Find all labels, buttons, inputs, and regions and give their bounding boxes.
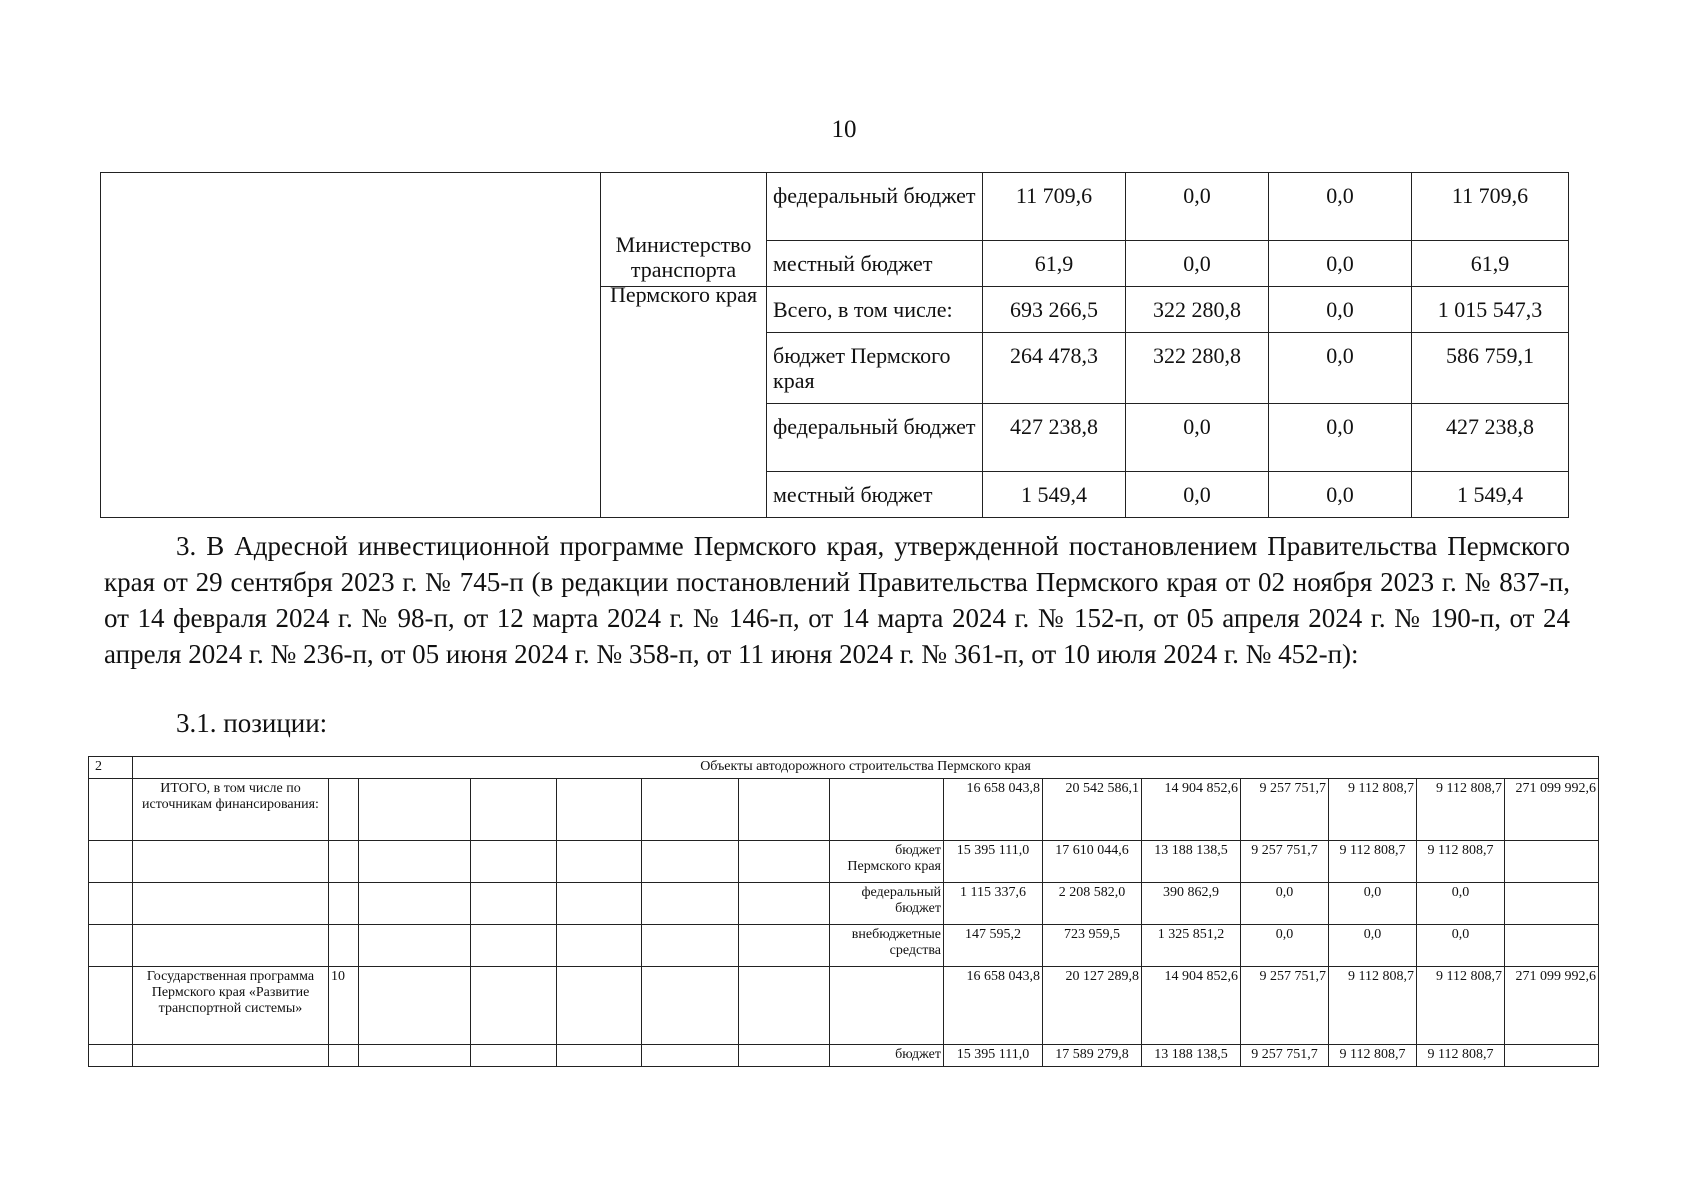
value-cell: 14 904 852,6 xyxy=(1142,967,1241,1045)
organization-name: Министерство транспорта Пермского края xyxy=(609,232,758,307)
amendment-paragraph: 3. В Адресной инвестиционной программе Пермского края, утвержденной постановлением Правительства Пермского края от 29 сентября 2023 г. № 745-п (в редакции постановлений Правительства Пермского края от 02 ноября 2023 г. № 837-п, от 14 февраля 2024 г. № 98-п, от 12 марта 2024 г. № 146-п, от 14 марта 2024 г. № 152-п, от 05 апреля 2024 г. № 190-п, от 24 апреля 2024 г. № 236-п, от 05 июня 2024 г. № 358-п, от 11 июня 2024 г. № 361-п, от 10 июля 2024 г. № 452-п): xyxy=(104,531,1570,669)
value-cell: 322 280,8 xyxy=(1126,333,1269,404)
source-cell: федеральный бюджет xyxy=(830,883,944,925)
value-cell: 14 904 852,6 xyxy=(1142,779,1241,841)
value-cell: 9 112 808,7 xyxy=(1329,779,1417,841)
value-cell: 0,0 xyxy=(1241,883,1329,925)
value-cell: 9 112 808,7 xyxy=(1329,841,1417,883)
name-cell xyxy=(133,925,329,967)
value-cell: 1 015 547,3 xyxy=(1412,287,1569,333)
value-cell: 0,0 xyxy=(1269,333,1412,404)
source-cell xyxy=(830,967,944,1045)
value-cell: 9 112 808,7 xyxy=(1417,779,1505,841)
value-cell: 16 658 043,8 xyxy=(944,967,1043,1045)
value-cell: 1 549,4 xyxy=(983,472,1126,518)
value-cell: 9 257 751,7 xyxy=(1241,841,1329,883)
value-cell: 0,0 xyxy=(1269,472,1412,518)
source-cell: местный бюджет xyxy=(767,472,983,518)
value-cell: 9 112 808,7 xyxy=(1329,1045,1417,1067)
value-cell: 9 112 808,7 xyxy=(1417,967,1505,1045)
code-cell xyxy=(329,1045,359,1067)
budget-table-continuation xyxy=(100,172,1569,518)
value-cell: 1 115 337,6 xyxy=(944,883,1043,925)
value-cell: 20 542 586,1 xyxy=(1043,779,1142,841)
value-cell: 427 238,8 xyxy=(983,404,1126,472)
value-cell: 9 257 751,7 xyxy=(1241,1045,1329,1067)
code-cell: 10 xyxy=(329,967,359,1045)
code-cell xyxy=(329,841,359,883)
source-cell: федеральный бюджет xyxy=(767,404,983,472)
value-cell: 390 862,9 xyxy=(1142,883,1241,925)
value-cell: 0,0 xyxy=(1329,883,1417,925)
value-cell: 0,0 xyxy=(1269,173,1412,241)
value-cell: 322 280,8 xyxy=(1126,287,1269,333)
value-cell: 17 589 279,8 xyxy=(1043,1045,1142,1067)
value-cell: 271 099 992,6 xyxy=(1505,967,1599,1045)
value-cell: 1 325 851,2 xyxy=(1142,925,1241,967)
source-cell: внебюджетные средства xyxy=(830,925,944,967)
value-cell: 0,0 xyxy=(1417,883,1505,925)
name-cell: ИТОГО, в том числе по источникам финансирования: xyxy=(133,779,329,841)
source-cell: местный бюджет xyxy=(767,241,983,287)
table-row xyxy=(89,967,1599,1045)
value-cell: 723 959,5 xyxy=(1043,925,1142,967)
value-cell xyxy=(1505,883,1599,925)
name-cell xyxy=(133,841,329,883)
source-cell: Всего, в том числе: xyxy=(767,287,983,333)
source-cell: федеральный бюджет xyxy=(767,173,983,241)
table-row xyxy=(89,779,1599,841)
value-cell: 586 759,1 xyxy=(1412,333,1569,404)
value-cell: 2 208 582,0 xyxy=(1043,883,1142,925)
name-cell: Государственная программа Пермского края «Развитие транспортной системы» xyxy=(133,967,329,1045)
value-cell: 427 238,8 xyxy=(1412,404,1569,472)
section-header-row xyxy=(89,757,1599,779)
value-cell: 0,0 xyxy=(1126,404,1269,472)
value-cell: 9 112 808,7 xyxy=(1417,1045,1505,1067)
value-cell: 61,9 xyxy=(983,241,1126,287)
value-cell: 0,0 xyxy=(1126,472,1269,518)
table-row xyxy=(89,925,1599,967)
value-cell: 0,0 xyxy=(1126,241,1269,287)
value-cell: 0,0 xyxy=(1269,404,1412,472)
source-cell: бюджет Пермского края xyxy=(767,333,983,404)
value-cell: 17 610 044,6 xyxy=(1043,841,1142,883)
value-cell: 693 266,5 xyxy=(983,287,1126,333)
table-row xyxy=(101,173,1569,241)
value-cell: 11 709,6 xyxy=(1412,173,1569,241)
organization-cell xyxy=(601,232,767,518)
table-row xyxy=(89,1045,1599,1067)
value-cell: 9 112 808,7 xyxy=(1329,967,1417,1045)
table-row xyxy=(89,883,1599,925)
code-cell xyxy=(329,779,359,841)
name-cell xyxy=(133,883,329,925)
value-cell: 15 395 111,0 xyxy=(944,1045,1043,1067)
value-cell: 11 709,6 xyxy=(983,173,1126,241)
value-cell: 9 257 751,7 xyxy=(1241,967,1329,1045)
value-cell: 61,9 xyxy=(1412,241,1569,287)
investment-program-table xyxy=(88,756,1599,1067)
value-cell: 13 188 138,5 xyxy=(1142,1045,1241,1067)
table-row xyxy=(89,841,1599,883)
section-number: 2 xyxy=(89,757,133,779)
section-title: Объекты автодорожного строительства Пермского края xyxy=(133,757,1599,779)
value-cell: 20 127 289,8 xyxy=(1043,967,1142,1045)
source-cell: бюджет Пермского края xyxy=(830,841,944,883)
page-number: 10 xyxy=(831,116,857,143)
value-cell: 0,0 xyxy=(1329,925,1417,967)
value-cell: 147 595,2 xyxy=(944,925,1043,967)
code-cell xyxy=(329,925,359,967)
empty-cell xyxy=(101,173,601,518)
value-cell: 0,0 xyxy=(1269,287,1412,333)
subheading: 3.1. позиции: xyxy=(176,708,328,738)
value-cell: 264 478,3 xyxy=(983,333,1126,404)
value-cell: 0,0 xyxy=(1126,173,1269,241)
code-cell xyxy=(329,883,359,925)
source-cell: бюджет xyxy=(830,1045,944,1067)
value-cell: 1 549,4 xyxy=(1412,472,1569,518)
value-cell xyxy=(1505,925,1599,967)
value-cell: 9 112 808,7 xyxy=(1417,841,1505,883)
value-cell: 0,0 xyxy=(1241,925,1329,967)
value-cell: 0,0 xyxy=(1269,241,1412,287)
value-cell xyxy=(1505,1045,1599,1067)
value-cell xyxy=(1505,841,1599,883)
value-cell: 15 395 111,0 xyxy=(944,841,1043,883)
value-cell: 9 257 751,7 xyxy=(1241,779,1329,841)
value-cell: 271 099 992,6 xyxy=(1505,779,1599,841)
name-cell xyxy=(133,1045,329,1067)
value-cell: 0,0 xyxy=(1417,925,1505,967)
value-cell: 16 658 043,8 xyxy=(944,779,1043,841)
source-cell xyxy=(830,779,944,841)
value-cell: 13 188 138,5 xyxy=(1142,841,1241,883)
